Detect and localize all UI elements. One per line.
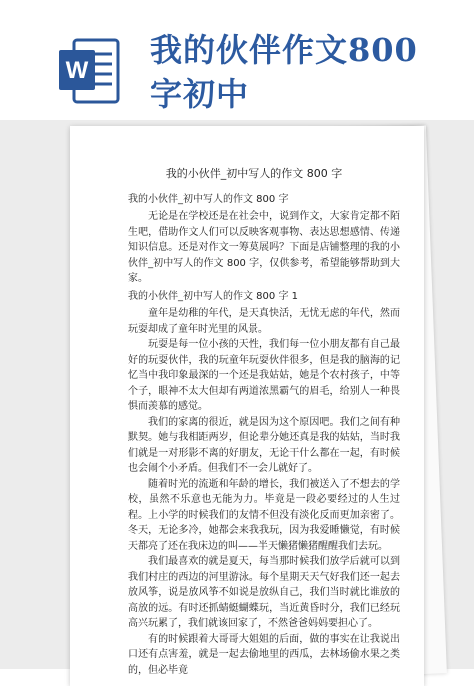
document-title: 我的小伙伴_初中写人的作文 800 字	[165, 167, 343, 180]
document-paragraph: 无论是在学校还是在社会中，说到作文，大家肯定都不陌生吧，借助作文人们可以反映客观事物、表达思想感情、传递知识信息。还是对作文一筹莫展吗？下面是店铺整理的我的小伙伴_初中写人的作文 800 字，仅供参考，希望能够帮助到大家。	[128, 211, 400, 284]
document-paragraph: 我们最喜欢的就是夏天，每当那时候我们放学后就可以到我们村庄的西边的河里游泳。每个星期天天气好我们还一起去放风筝，说是放风筝不如说是放纵自己，我们当时就比谁放的高放的远。有时还抓蜻蜓蝴蝶玩，当近黄昏时分，我们已经玩高兴玩累了，我们就该回家了，不然爸爸妈妈要担心了。	[128, 556, 400, 629]
word-document-icon	[58, 38, 120, 104]
word-icon-letter: W	[65, 57, 89, 84]
page-title: 我的伙伴作文800字初中	[150, 31, 418, 113]
section-heading: 我的小伙伴_初中写人的作文 800 字 1	[128, 290, 298, 302]
document-paragraph: 玩耍是每一位小孩的天性，我们每一位小朋友都有自己最好的玩耍伙伴，我的玩童年玩耍伙伴很多，但是我的脑海的记忆当中我印象最深的一个还是我姑姑，她是个农村孩子，中等个子，眼神不太大但却有两道浓黑霸气的眉毛，给别人一种畏惧而羡慕的感觉。	[128, 339, 400, 412]
page-header	[0, 0, 474, 125]
document-paragraph: 随着时光的流逝和年龄的增长，我们被送入了不想去的学校，虽然不乐意也无能为力。毕竟是一段必要经过的人生过程。上小学的时候我们的友情不但没有淡化反而更加亲密了。冬天，无论多冷，她都会来我我玩，因为我爱睡懒觉，有时候天都亮了还在我床边的叫——半天懒猪懒猪醒醒我们去玩。	[128, 478, 400, 552]
document-paragraph: 我的小伙伴_初中写人的作文 800 字	[128, 193, 289, 205]
document-paragraph: 童年是幼稚的年代，是天真快活，无忧无虑的年代，然而玩耍却成了童年时光里的风景。	[128, 308, 400, 335]
document-body	[128, 126, 400, 678]
document-paragraph: 我们的家离的很近，就是因为这个原因吧。我们之间有种默契。她与我相距两岁，但论辈分她还真是我的姑姑，当时我们就是一对形影不离的好朋友，无论干什么都在一起，有时候也会闹个小矛盾。但我们不一会儿就好了。	[128, 416, 400, 474]
document-paragraph: 有的时候跟着大哥哥大姐姐的后面，做的事实在让我说出口还有点害羞，就是一起去偷地里的西瓜，去林场偷水果之类的，但必毕竟	[128, 633, 400, 676]
document-page	[70, 126, 424, 686]
